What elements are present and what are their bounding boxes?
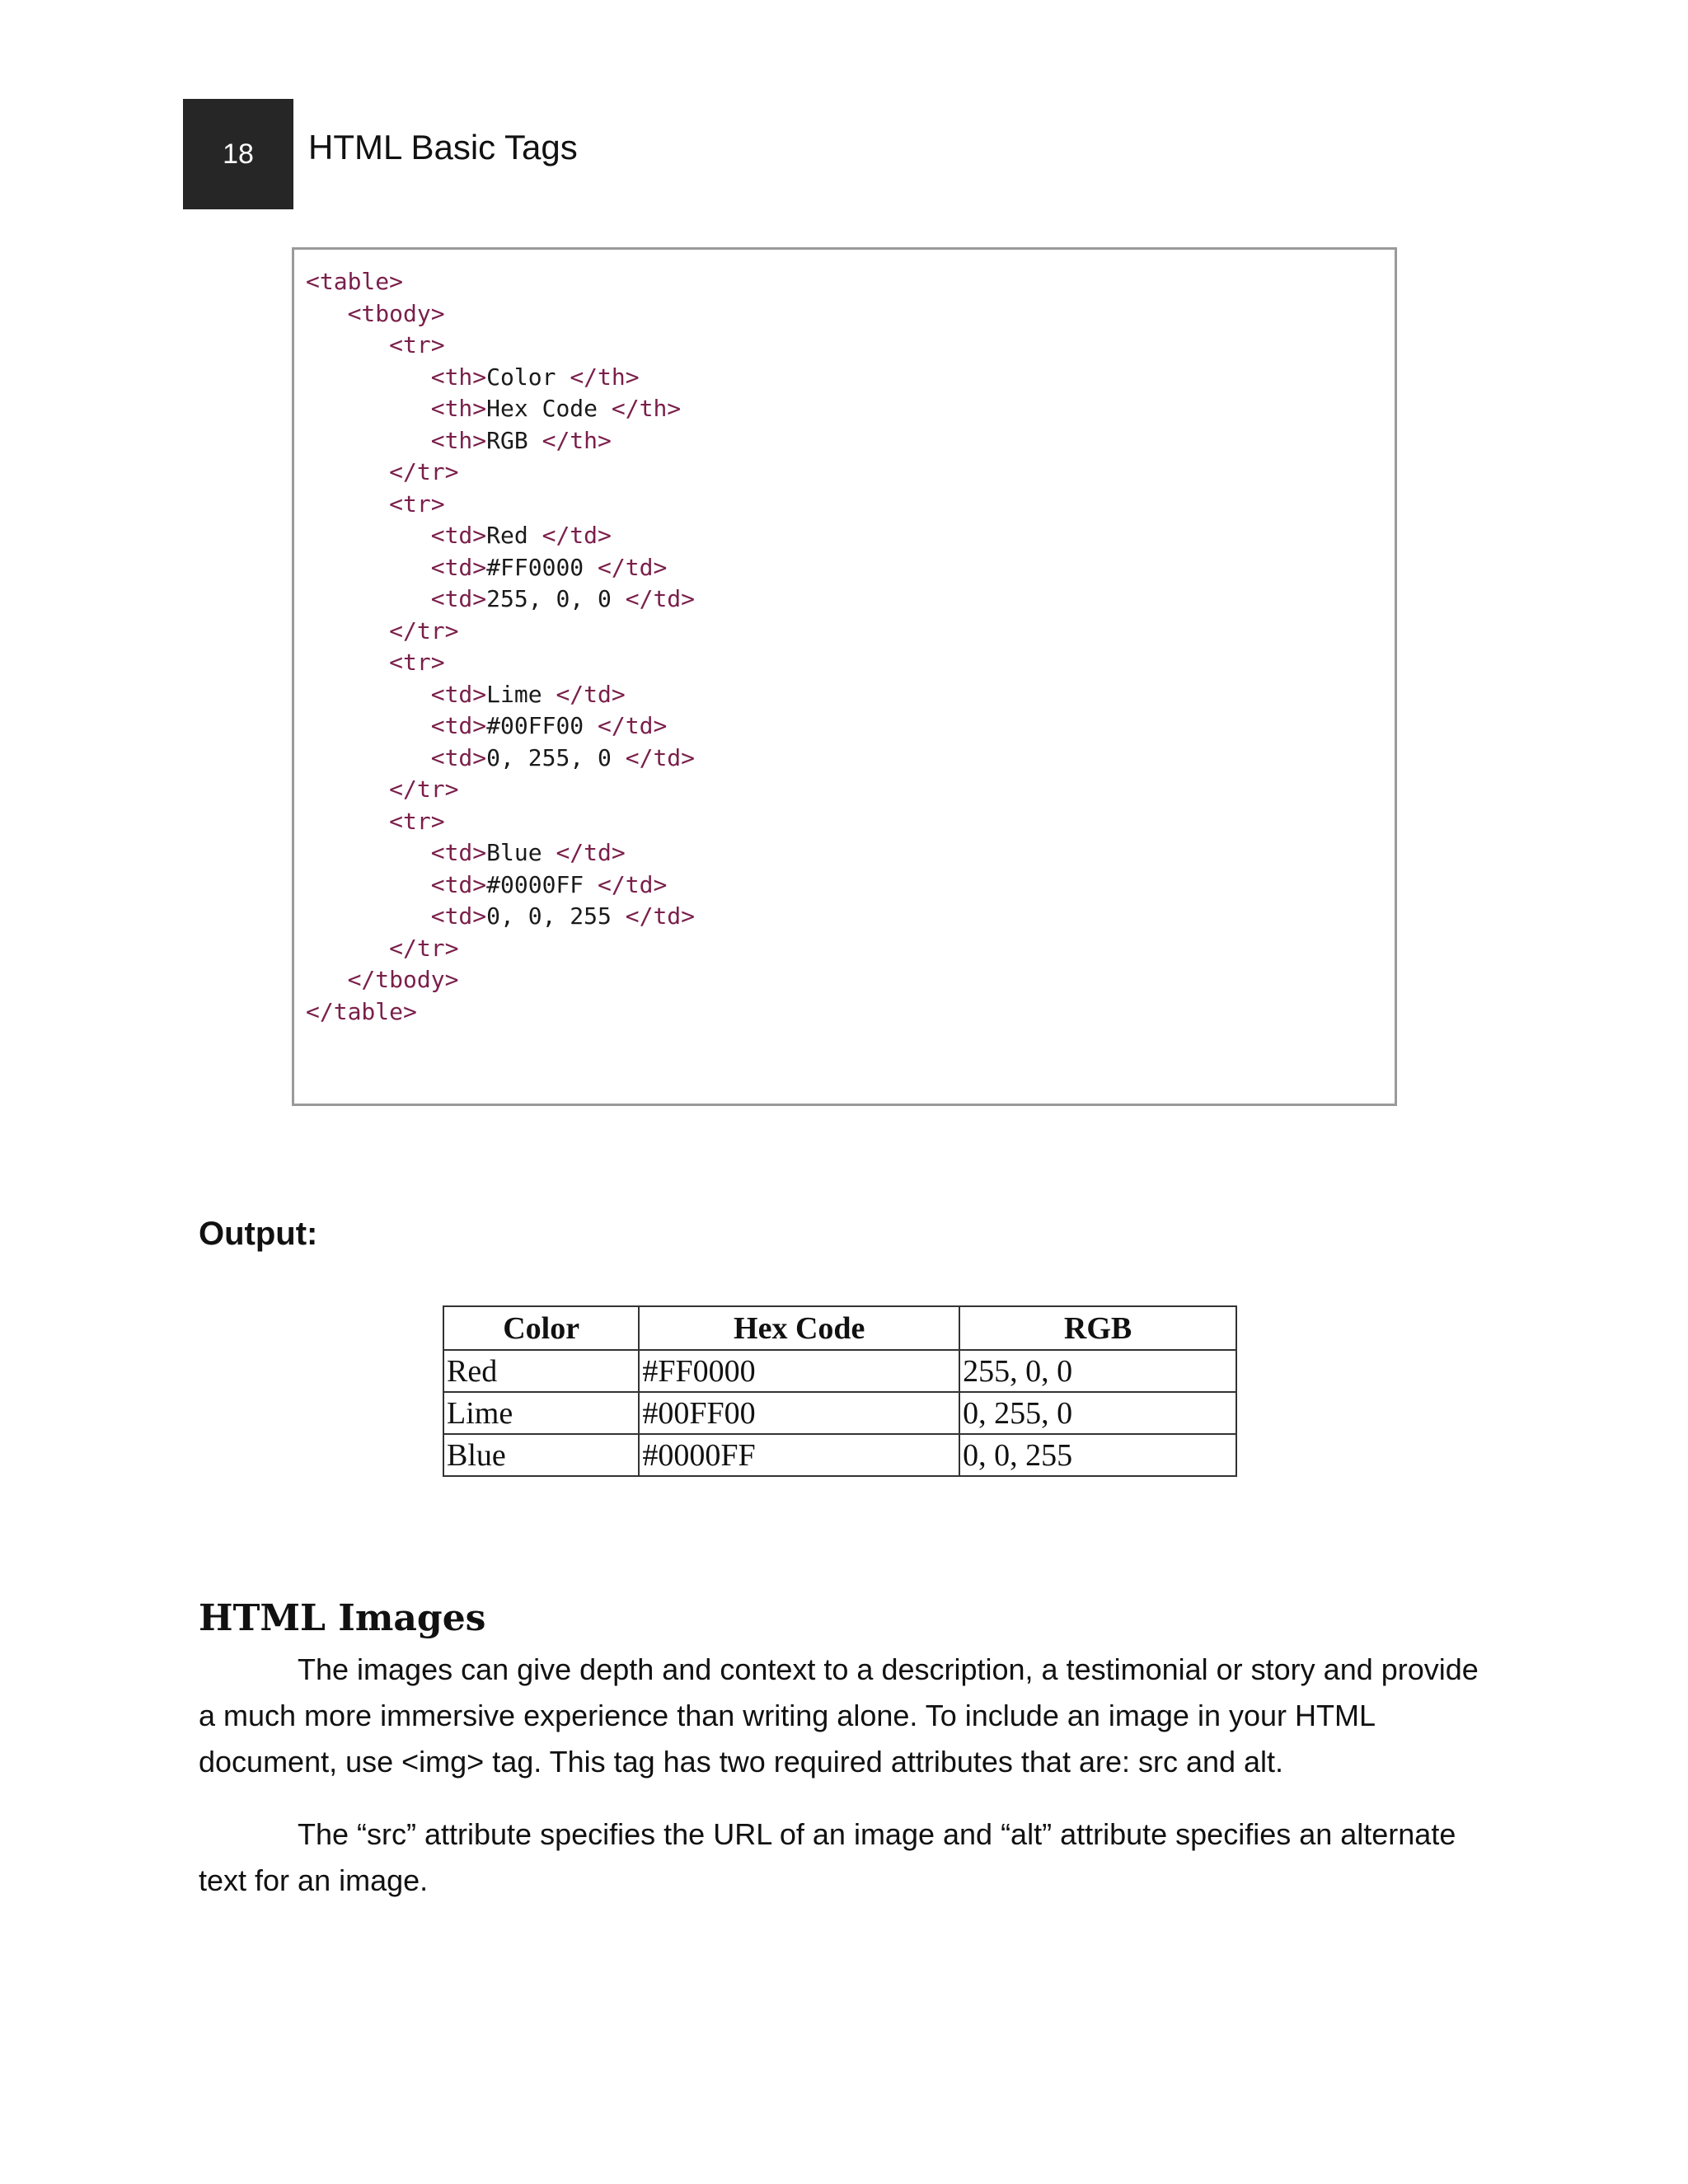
- code-indent: [306, 839, 431, 866]
- output-table: [443, 1305, 1237, 1477]
- code-indent: [306, 902, 431, 930]
- table-cell: Red: [443, 1350, 639, 1392]
- code-tag: <td>: [430, 743, 487, 771]
- code-line: [306, 583, 695, 616]
- code-text: #00FF00: [486, 712, 598, 739]
- table-cell: 255, 0, 0: [959, 1350, 1236, 1392]
- code-tag: <td>: [430, 712, 487, 739]
- code-indent: [306, 617, 389, 644]
- code-line: [306, 996, 695, 1029]
- code-text: Lime: [486, 680, 556, 708]
- code-line: [306, 743, 695, 775]
- table-cell: Blue: [443, 1434, 639, 1476]
- code-text: Red: [486, 522, 542, 549]
- body-paragraph: The images can give depth and context to a description, a testimonial or story and provide a much more immersive experience than writing alone. To include an image in your HTML document, use <img> tag. This tag has two required attributes that are: src and alt.: [199, 1652, 1479, 1779]
- code-tag: </th>: [611, 395, 682, 422]
- code-tag: <td>: [430, 839, 487, 866]
- code-text: 0, 255, 0: [486, 743, 626, 771]
- code-indent: [306, 427, 431, 454]
- code-tag: <td>: [430, 870, 487, 898]
- code-indent: [306, 712, 431, 739]
- code-line: [306, 710, 695, 743]
- table-row: [443, 1392, 1236, 1434]
- code-line: [306, 425, 695, 457]
- table-header-row: [443, 1306, 1236, 1350]
- table-cell: #0000FF: [639, 1434, 959, 1476]
- code-tag: <td>: [430, 553, 487, 581]
- code-line: [306, 266, 695, 298]
- code-tag: </table>: [306, 997, 417, 1025]
- output-heading: Output:: [199, 1216, 318, 1252]
- table-cell: #FF0000: [639, 1350, 959, 1392]
- code-line: [306, 457, 695, 489]
- table-row: [443, 1350, 1236, 1392]
- table-header-cell: Color: [443, 1306, 639, 1350]
- code-tag: </tr>: [389, 458, 459, 485]
- code-indent: [306, 522, 431, 549]
- code-tag: </td>: [556, 680, 626, 708]
- code-tag: </td>: [598, 553, 668, 581]
- table-row: [443, 1434, 1236, 1476]
- code-tag: <tr>: [389, 331, 445, 359]
- code-line: [306, 837, 695, 869]
- code-tag: </tr>: [389, 776, 459, 803]
- code-tag: </td>: [542, 522, 612, 549]
- code-text: 0, 0, 255: [486, 902, 626, 930]
- code-indent: [306, 395, 431, 422]
- code-indent: [306, 776, 389, 803]
- code-text: 255, 0, 0: [486, 585, 626, 612]
- table-cell: Lime: [443, 1392, 639, 1434]
- code-text: Blue: [486, 839, 556, 866]
- code-tag: <th>: [430, 363, 487, 391]
- code-indent: [306, 554, 431, 581]
- code-indent: [306, 871, 431, 898]
- code-line: [306, 806, 695, 838]
- code-indent: [306, 935, 389, 962]
- code-text: Hex Code: [486, 395, 612, 422]
- code-tag: </tbody>: [347, 966, 459, 993]
- code-tag: </td>: [598, 712, 668, 739]
- code-indent: [306, 300, 348, 327]
- code-tag: <td>: [430, 522, 487, 549]
- code-tag: <th>: [430, 395, 487, 422]
- code-tag: <th>: [430, 426, 487, 454]
- code-line: [306, 362, 695, 394]
- section-heading: HTML Images: [199, 1597, 486, 1639]
- code-text: #FF0000: [486, 553, 598, 581]
- code-indent: [306, 490, 389, 518]
- page-number: 18: [223, 138, 254, 170]
- code-tag: <td>: [430, 680, 487, 708]
- table-cell: 0, 0, 255: [959, 1434, 1236, 1476]
- code-line: [306, 679, 695, 711]
- code-indent: [306, 681, 431, 708]
- table-header-cell: RGB: [959, 1306, 1236, 1350]
- code-line: [306, 330, 695, 362]
- code-tag: <tr>: [389, 490, 445, 518]
- code-line: [306, 489, 695, 521]
- code-line: [306, 774, 695, 806]
- code-line: [306, 552, 695, 584]
- code-indent: [306, 585, 431, 612]
- code-text: #0000FF: [486, 870, 598, 898]
- code-line: [306, 616, 695, 648]
- code-indent: [306, 363, 431, 391]
- code-indent: [306, 331, 389, 359]
- code-indent: [306, 458, 389, 485]
- page-number-badge: [183, 99, 293, 209]
- code-tag: </tr>: [389, 616, 459, 644]
- code-listing: [306, 266, 695, 1028]
- code-line: [306, 647, 695, 679]
- code-indent: [306, 649, 389, 676]
- code-indent: [306, 808, 389, 835]
- code-line: [306, 933, 695, 965]
- code-line: [306, 869, 695, 902]
- code-tag: <table>: [306, 268, 404, 295]
- code-tag: <tr>: [389, 807, 445, 835]
- code-indent: [306, 966, 348, 993]
- table-header-cell: Hex Code: [639, 1306, 959, 1350]
- code-tag: <tr>: [389, 649, 445, 676]
- table-cell: #00FF00: [639, 1392, 959, 1434]
- code-tag: </td>: [598, 870, 668, 898]
- code-line: [306, 964, 695, 996]
- code-tag: </th>: [542, 426, 612, 454]
- code-tag: </td>: [625, 743, 696, 771]
- code-indent: [306, 744, 431, 771]
- code-sample-box: [292, 247, 1397, 1106]
- code-text: RGB: [486, 426, 542, 454]
- code-tag: </td>: [625, 902, 696, 930]
- code-text: Color: [486, 363, 570, 391]
- code-line: [306, 298, 695, 330]
- code-tag: </td>: [556, 839, 626, 866]
- code-line: [306, 393, 695, 425]
- code-tag: <td>: [430, 902, 487, 930]
- code-tag: </td>: [625, 585, 696, 612]
- code-line: [306, 901, 695, 933]
- code-line: [306, 520, 695, 552]
- table-cell: 0, 255, 0: [959, 1392, 1236, 1434]
- code-tag: <tbody>: [347, 299, 445, 327]
- code-tag: <td>: [430, 585, 487, 612]
- code-tag: </th>: [570, 363, 640, 391]
- running-title: HTML Basic Tags: [308, 128, 578, 166]
- body-paragraph: The “src” attribute specifies the URL of an image and “alt” attribute specifies an alternate text for an image.: [199, 1817, 1456, 1897]
- code-tag: </tr>: [389, 934, 459, 962]
